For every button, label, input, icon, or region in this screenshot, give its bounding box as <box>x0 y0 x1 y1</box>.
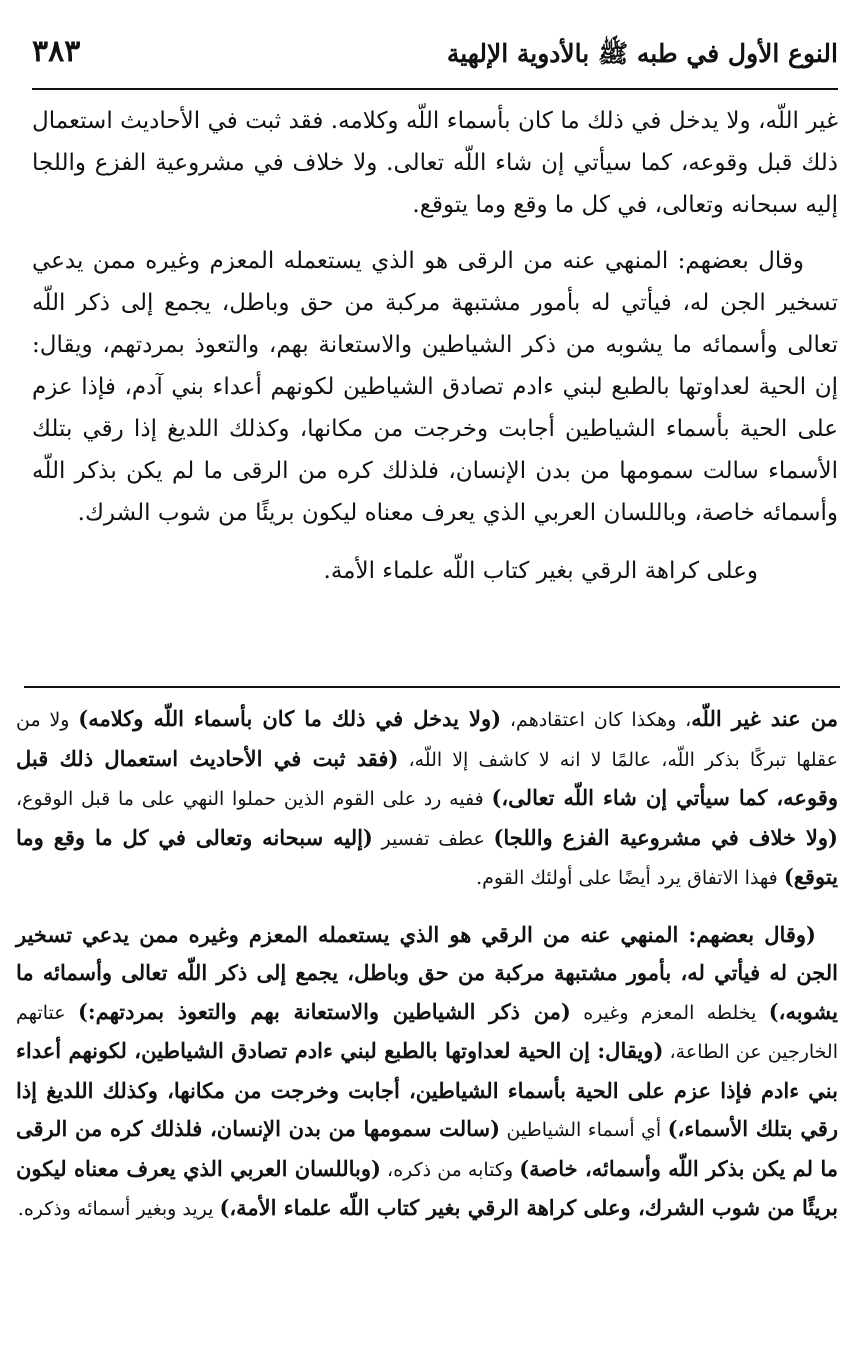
commentary-segment: فهذا الاتفاق يرد أيضًا على أولئك القوم. <box>476 867 784 889</box>
commentary-segment: (ولا يدخل في ذلك ما كان بأسماء اللّه وكلامه) <box>78 706 502 731</box>
commentary-segment: (من ذكر الشياطين والاستعانة بهم والتعوذ بمردتهم:) <box>77 998 571 1024</box>
commentary-segment: (وباللسان العربي الذي يعرف معناه ليكون بريئًا من شوب الشرك، وعلى كراهة الرقي بغير كتاب اللّه علماء الأمة،) <box>16 1155 838 1220</box>
main-text <box>32 100 838 592</box>
footnote-divider <box>24 686 840 688</box>
commentary-segment: ففيه رد على القوم الذين حملوا النهي على ما قبل الوقوع، <box>16 788 492 810</box>
commentary-segment: (وقال بعضهم: المنهي عنه من الرقي هو الذي يستعمله المعزم وغيره ممن يدعي تسخير الجن له فيأتي له، بأمور مشتبهة مركبة من حق وباطل، يجمع إلى ذكر اللّه تعالى وأسمائه ما يشوبه،) <box>16 921 838 1024</box>
commentary-segment: أي أسماء الشياطين <box>500 1119 668 1141</box>
commentary <box>16 700 838 1229</box>
main-paragraph-2: وقال بعضهم: المنهي عنه من الرقى هو الذي يستعمله المعزم وغيره ممن يدعي تسخير الجن له، فيأتي له بأمور مشتبهة مركبة من حق وباطل، يجمع إلى ذكر اللّه تعالى وأسمائه ما يشوبه من ذكر الشياطين والاستعانة بهم، والتعوذ بمردتهم، ويقال: إن الحية لعداوتها بالطبع لبني ءادم تصادق الشياطين لكونهم أعداء بني آدم، فإذا عزم على الحية بأسماء الشياطين أجابت وخرجت من مكانها، وكذلك اللديغ إذا رقي بتلك الأسماء سالت سمومها من بدن الإنسان، فلذلك كره من الرقى ما لم يكن بذكر اللّه وأسمائه خاصة، وباللسان العربي الذي يعرف معناه ليكون بريئًا من شوب الشرك. <box>32 248 839 526</box>
commentary-paragraph-2 <box>16 916 838 1229</box>
commentary-segment: (إليه سبحانه وتعالى في كل ما وقع وما يتوقع) <box>16 824 838 889</box>
commentary-segment: (ولا خلاف في مشروعية الفزع واللجا) <box>493 824 838 850</box>
commentary-segment: عتاتهم الخارجين عن الطاعة، <box>16 1001 838 1063</box>
commentary-segment: (فقد ثبت في الأحاديث استعمال ذلك قبل وقوعه، كما سيأتي إن شاء اللّه تعالى،) <box>16 745 838 810</box>
page-number: ٣٨٣ <box>32 34 81 69</box>
page-header <box>32 30 838 90</box>
main-paragraph-1: غير اللّه، ولا يدخل في ذلك ما كان بأسماء اللّه وكلامه. فقد ثبت في الأحاديث استعمال ذلك قبل وقوعه، كما سيأتي إن شاء اللّه تعالى. ولا خلاف في مشروعية الفزع واللجا إليه سبحانه وتعالى، في كل ما وقع وما يتوقع. <box>32 108 838 218</box>
commentary-segment: من عند غير اللّه <box>691 706 838 731</box>
commentary-segment: يخلطه المعزم وغيره <box>570 1001 769 1024</box>
commentary-segment: (سالت سمومها من بدن الإنسان، فلذلك كره من الرقى ما لم يكن بذكر اللّه وأسمائه، خاصة) <box>16 1116 838 1181</box>
commentary-segment: يريد وبغير أسمائه وذكره. <box>17 1198 220 1220</box>
commentary-segment: وكتابه من ذكره، <box>380 1158 520 1181</box>
commentary-segment: عطف تفسير <box>372 827 494 850</box>
commentary-segment: ، وهكذا كان اعتقادهم، <box>501 709 692 731</box>
running-title: النوع الأول في طبه ﷺ بالأدوية الإلهية <box>446 39 838 68</box>
commentary-segment: ولا من عقلها تبركًا بذكر اللّه، عالمًا لا انه لا كاشف إلا اللّه، <box>16 709 839 771</box>
main-paragraph-3: وعلى كراهة الرقي بغير كتاب اللّه علماء الأمة. <box>323 558 758 584</box>
commentary-paragraph-1 <box>16 700 838 898</box>
commentary-segment: (ويقال: إن الحية لعداوتها بالطبع لبني ءادم تصادق الشياطين، لكونهم أعداء بني ءادم فإذا عزم على الحية بأسماء الشياطين، أجابت وخرجت من مكانها، وكذلك اللديغ إذا رقي بتلك الأسماء،) <box>16 1038 839 1141</box>
